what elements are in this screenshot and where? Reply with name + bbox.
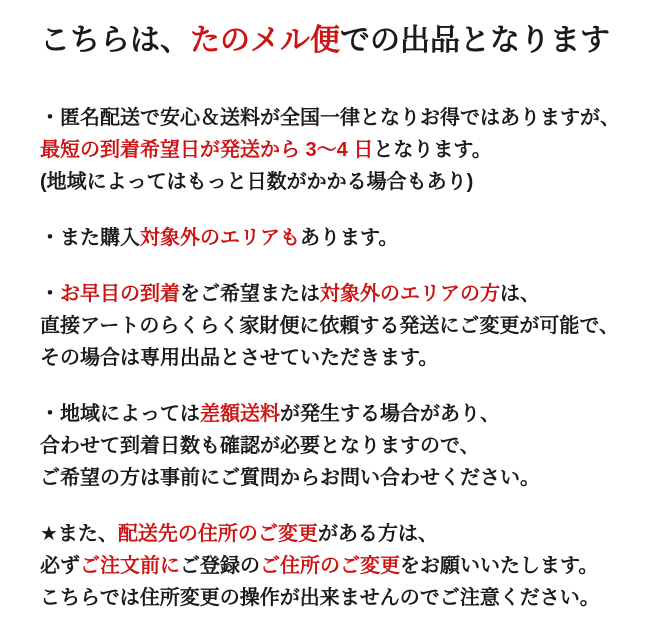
notice-paragraph-5-line-2: [40, 550, 626, 582]
notice-paragraph-5: [40, 518, 626, 614]
notice-text: ・匿名配送で安心＆送料が全国一律となりお得ではありますが、: [40, 107, 620, 129]
notice-paragraph-1-line-3: [40, 166, 626, 198]
notice-text: 直接アートのらくらく家財便に依頼する発送にご変更が可能で、: [40, 315, 619, 337]
notice-paragraph-4-line-1: [40, 398, 626, 430]
notice-highlight: ご住所のご変更: [260, 555, 400, 577]
notice-paragraph-1: [40, 102, 626, 198]
notice-paragraph-5-line-3: [40, 582, 626, 614]
notice-text: ・地域によっては: [40, 403, 200, 425]
notice-highlight: お早目の到着: [60, 283, 180, 305]
notice-paragraph-3: [40, 278, 626, 374]
notice-highlight: 対象外のエリアの方: [320, 283, 500, 305]
notice-text: その場合は専用出品とさせていただきます。: [40, 347, 439, 369]
notice-text: をご希望または: [180, 283, 320, 305]
notice-text: をお願いいたします。: [400, 555, 599, 577]
notice-paragraph-4-line-3: [40, 462, 626, 494]
notice-paragraph-4: [40, 398, 626, 494]
notice-paragraph-3-line-1: [40, 278, 626, 310]
notice-text: となります。: [373, 139, 492, 161]
notice-paragraph-3-line-2: [40, 310, 626, 342]
title-text: での出品となります: [340, 24, 610, 57]
notice-text: ご登録の: [180, 555, 260, 577]
notice-text: ★また、: [40, 523, 118, 545]
notice-text: こちらでは住所変更の操作が出来ませんのでご注意ください。: [40, 587, 600, 609]
notice-text: 合わせて到着日数も確認が必要となりますので、: [40, 435, 480, 457]
notice-text: が発生する場合があり、: [280, 403, 500, 425]
notice-paragraph-4-line-2: [40, 430, 626, 462]
notice-paragraph-5-line-1: [40, 518, 626, 550]
notice-highlight: 最短の到着希望日が発送から 3～4 日: [40, 139, 374, 161]
notice-highlight: ご注文前に: [80, 555, 180, 577]
notice-paragraph-3-line-3: [40, 342, 626, 374]
notice-text: あります。: [300, 227, 399, 249]
title-highlight: たのメル便: [190, 24, 340, 57]
notice-text: 必ず: [40, 555, 80, 577]
notice-text: ・: [40, 283, 60, 305]
notice-highlight: 差額送料: [200, 403, 280, 425]
page-title: [40, 22, 626, 60]
notice-highlight: 対象外のエリアも: [140, 227, 300, 249]
notice-paragraph-2-line-1: [40, 222, 626, 254]
notice-text: ご希望の方は事前にご質問からお問い合わせください。: [40, 467, 540, 489]
notice-text: は、: [500, 283, 540, 305]
notice-paragraph-1-line-2: [40, 134, 626, 166]
notice-text: (地域によってはもっと日数がかかる場合もあり): [40, 171, 474, 193]
title-text: こちらは、: [40, 24, 190, 57]
notice-paragraph-1-line-1: [40, 102, 626, 134]
notice-paragraph-2: [40, 222, 626, 254]
notice-text: がある方は、: [317, 523, 438, 545]
notice-body: [40, 102, 626, 614]
notice-text: ・また購入: [40, 227, 140, 249]
notice-highlight: 配送先の住所のご変更: [117, 523, 318, 545]
